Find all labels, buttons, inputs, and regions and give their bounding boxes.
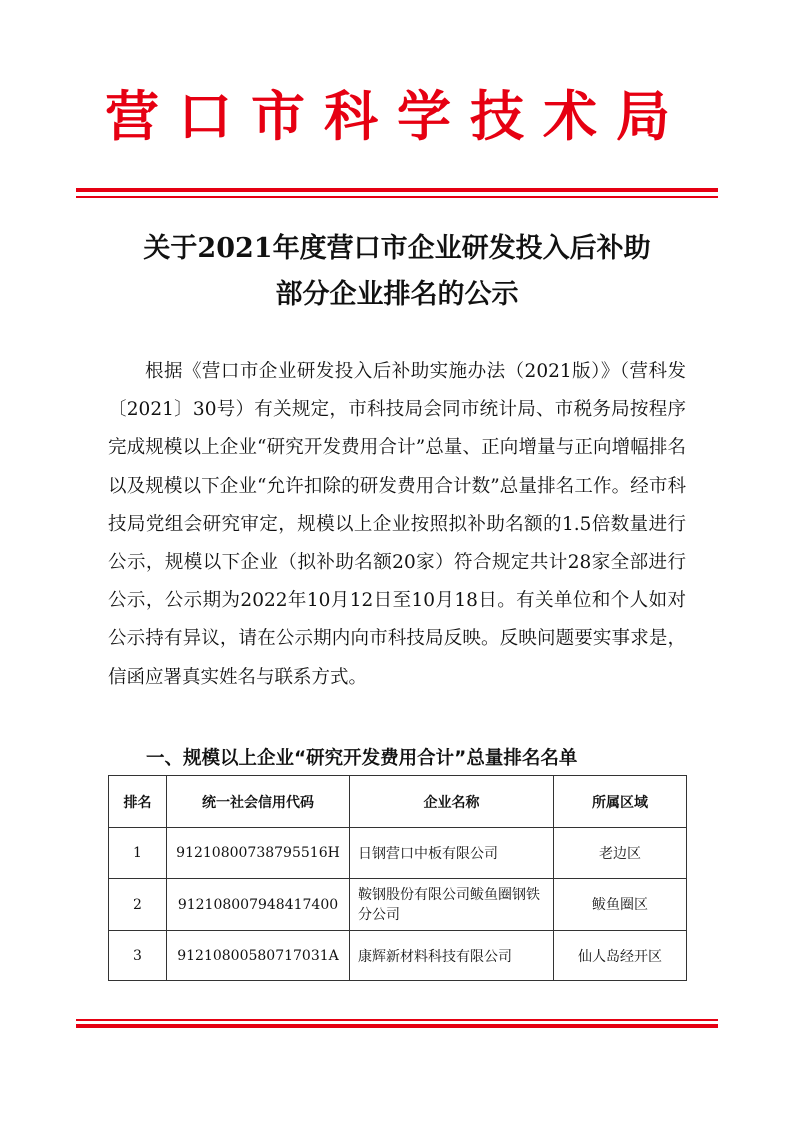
cell-region: 仙人岛经开区 — [554, 931, 687, 981]
col-header-region: 所属区域 — [554, 776, 687, 828]
table-header-row — [109, 776, 687, 828]
footer-divider-thick — [76, 1024, 718, 1028]
cell-company: 康辉新材料科技有限公司 — [350, 931, 554, 981]
cell-company: 日钢营口中板有限公司 — [350, 828, 554, 879]
cell-rank: 3 — [109, 931, 167, 981]
announcement-body: 根据《营口市企业研发投入后补助实施办法（2021版）》（营科发〔2021〕30号）有关规定，市科技局会同市统计局、市税务局按程序完成规模以上企业“研究开发费用合计”总量、正向增量与正向增幅排名以及规模以下企业“允许扣除的研发费用合计数”总量排名工作。经市科技局党组会研究审定，规模以上企业按照拟补助名额的1.5倍数量进行公示，规模以下企业（拟补助名额20家）符合规定共计28家全部进行公示，公示期为2022年10月12日至10月18日。有关单位和个人如对公示持有异议，请在公示期内向市科技局反映。反映问题要实事求是，信函应署真实姓名与联系方式。 — [108, 361, 686, 688]
cell-region: 老边区 — [554, 828, 687, 879]
table-row — [109, 828, 687, 879]
table-row — [109, 931, 687, 981]
section-heading: 一、规模以上企业“研究开发费用合计”总量排名名单 — [146, 748, 578, 769]
header-divider-thick — [76, 188, 718, 192]
cell-credit-code: 91210800580717031A — [167, 931, 350, 981]
cell-credit-code: 91210800738795516H — [167, 828, 350, 879]
header-divider-thin — [76, 196, 718, 198]
cell-rank: 2 — [109, 879, 167, 931]
cell-credit-code: 912108007948417400 — [167, 879, 350, 931]
ranking-table — [108, 775, 687, 981]
title-line-2: 部分企业排名的公示 — [275, 279, 519, 310]
letterhead-title: 营口市科学技术局 — [105, 84, 689, 148]
title-line-1: 关于2021年度营口市企业研发投入后补助 — [143, 233, 651, 264]
footer-divider-thin — [76, 1019, 718, 1021]
cell-rank: 1 — [109, 828, 167, 879]
document-title — [0, 226, 794, 318]
table-row — [109, 879, 687, 931]
col-header-rank: 排名 — [109, 776, 167, 828]
cell-region: 鲅鱼圈区 — [554, 879, 687, 931]
cell-company: 鞍钢股份有限公司鲅鱼圈钢铁分公司 — [350, 879, 554, 931]
col-header-company: 企业名称 — [350, 776, 554, 828]
col-header-credit-code: 统一社会信用代码 — [167, 776, 350, 828]
